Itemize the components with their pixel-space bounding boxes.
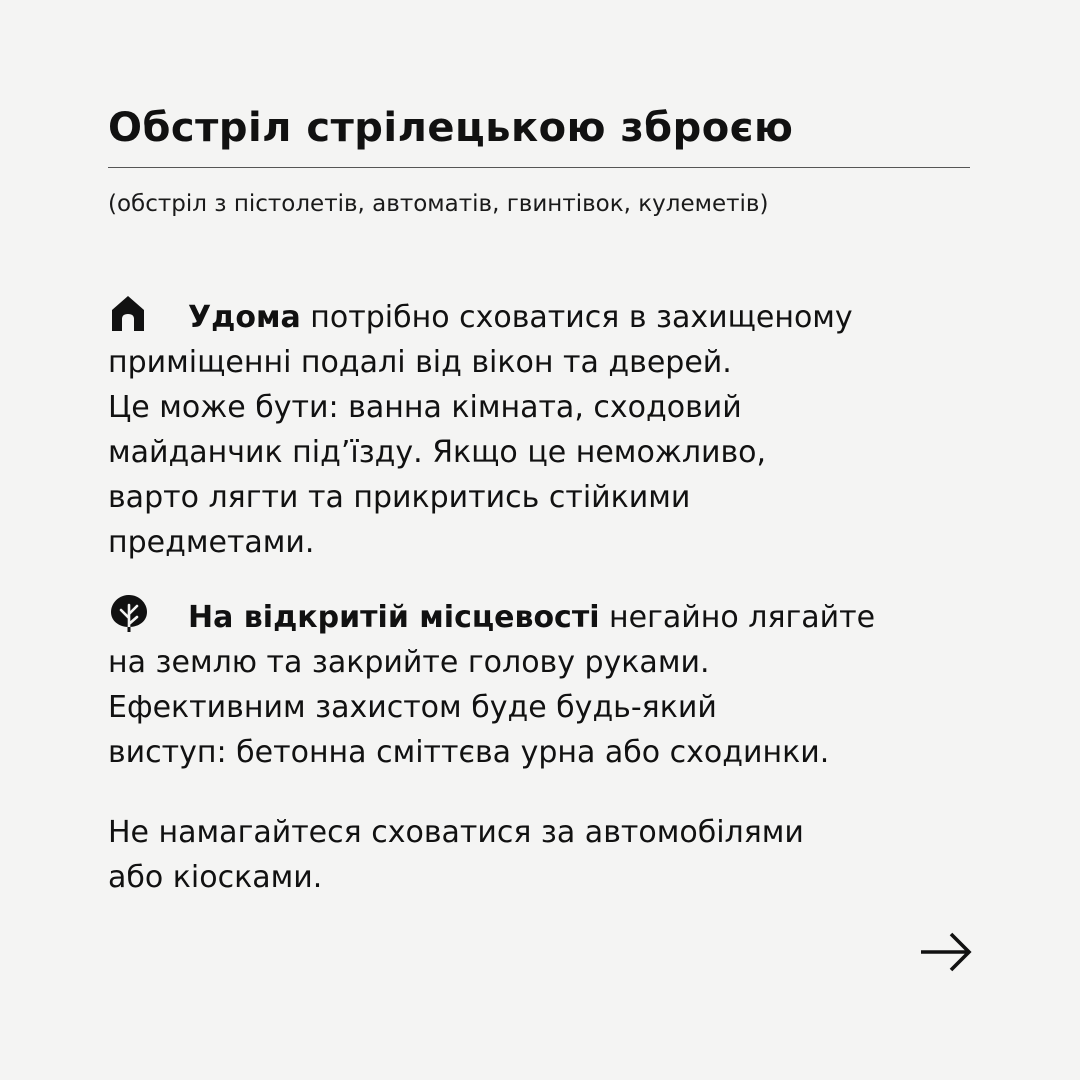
warning-note [108, 810, 988, 900]
warning-line: або кіосками. [108, 860, 323, 895]
outdoor-advice-line: виступ: бетонна сміттєва урна або сходинки. [108, 735, 830, 770]
home-advice-text: потрібно сховатися в захищеному [300, 300, 853, 335]
home-advice-line: приміщенні подалі від вікон та дверей. [108, 345, 732, 380]
home-advice-lead: Удома [188, 300, 301, 335]
home-advice-line: предметами. [108, 525, 315, 560]
home-advice-line [108, 293, 988, 340]
home-advice [108, 293, 988, 565]
home-advice-line: варто лягти та прикритись стійкими [108, 480, 691, 515]
home-advice-line: майданчик під’їзду. Якщо це неможливо, [108, 435, 767, 470]
outdoor-advice-lead: На відкритій місцевості [188, 600, 600, 635]
subtitle: (обстріл з пістолетів, автоматів, гвинтівок, кулеметів) [108, 191, 769, 217]
outdoor-advice-text: негайно лягайте [599, 600, 876, 635]
arrow-right-icon[interactable] [918, 930, 974, 974]
warning-line: Не намагайтеся сховатися за автомобілями [108, 815, 804, 850]
title-divider [108, 167, 970, 168]
outdoor-advice [108, 593, 988, 775]
page-title: Обстріл стрілецькою зброєю [108, 105, 794, 151]
tree-icon [108, 593, 152, 633]
outdoor-advice-line: Ефективним захистом буде будь-який [108, 690, 717, 725]
house-icon [108, 293, 152, 333]
outdoor-advice-line: на землю та закрийте голову руками. [108, 645, 710, 680]
home-advice-line: Це може бути: ванна кімната, сходовий [108, 390, 742, 425]
outdoor-advice-line [108, 593, 988, 640]
